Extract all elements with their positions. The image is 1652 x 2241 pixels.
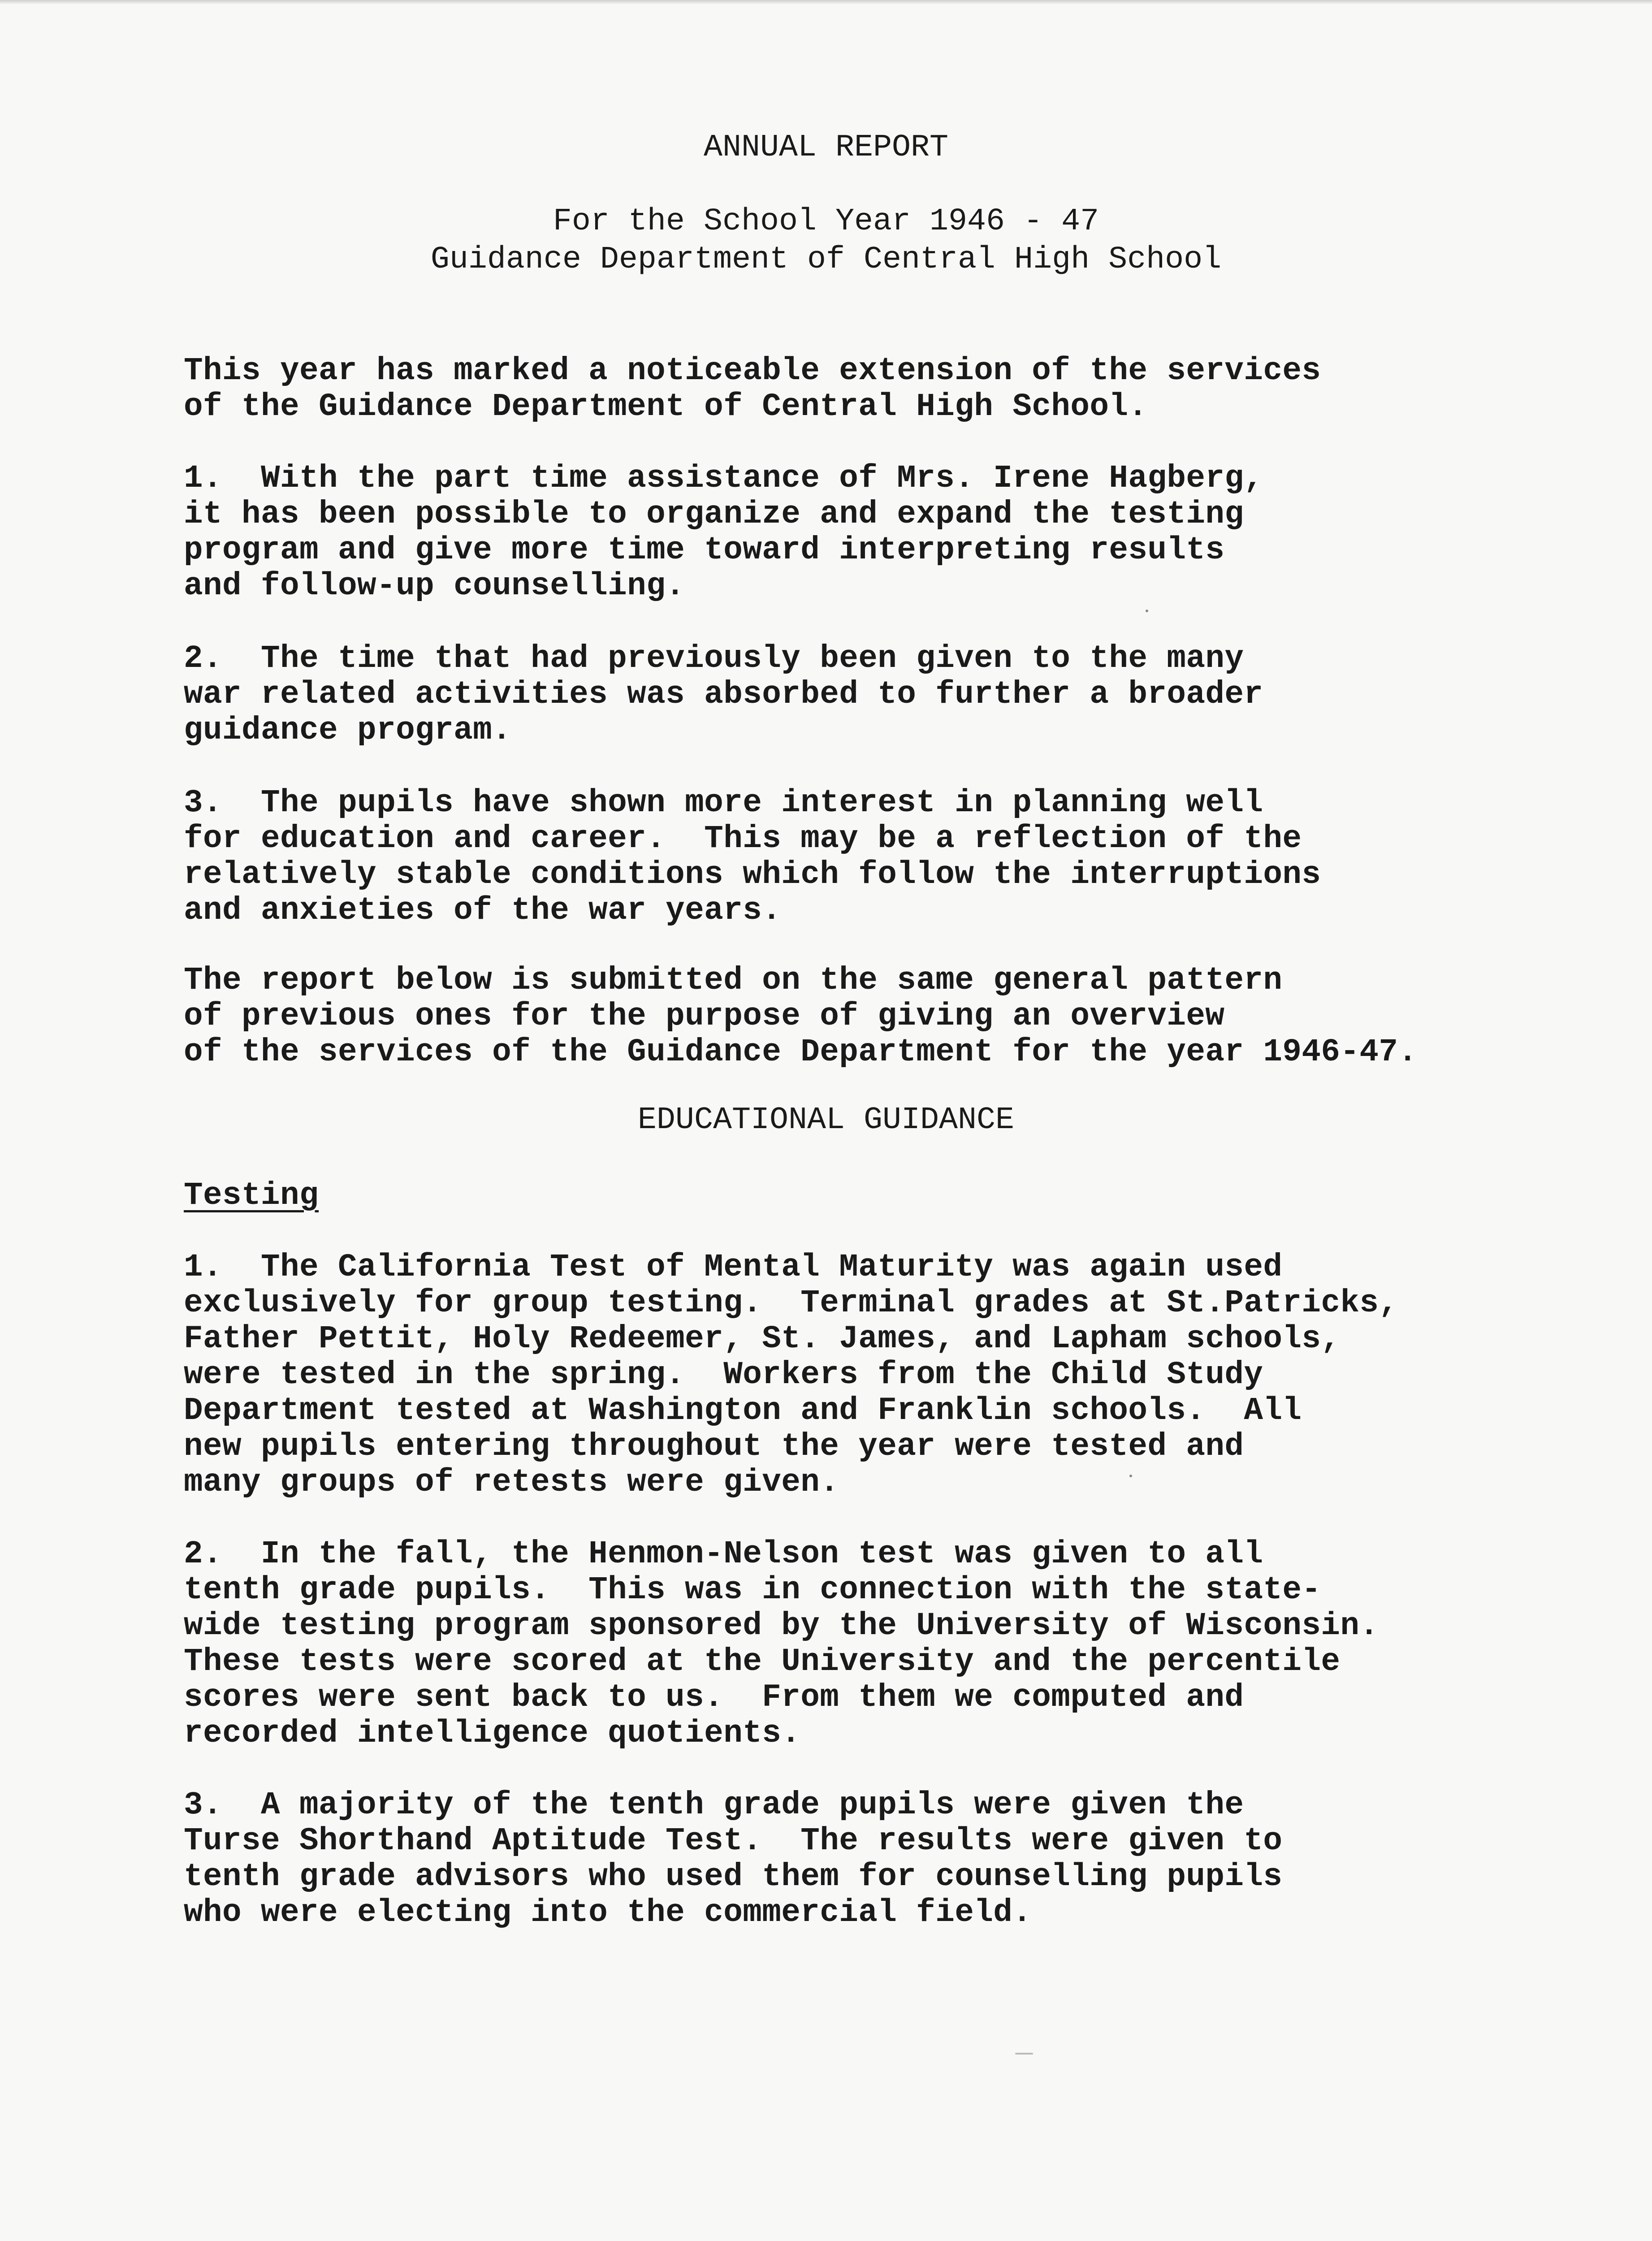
- text-line: Father Pettit, Holy Redeemer, St. James, and Lapham schools,: [184, 1321, 1341, 1357]
- text-line: 2. The time that had previously been given to the many: [184, 641, 1244, 677]
- text-line: of the services of the Guidance Department for the year 1946-47.: [184, 1034, 1418, 1070]
- text-line: were tested in the spring. Workers from the Child Study: [184, 1357, 1263, 1393]
- subsection-title: Testing: [184, 1178, 319, 1214]
- text-line: exclusively for group testing. Terminal grades at St.Patricks,: [184, 1285, 1398, 1321]
- section-title: EDUCATIONAL GUIDANCE: [637, 1103, 1015, 1138]
- text-line: 3. A majority of the tenth grade pupils were given the: [184, 1787, 1244, 1823]
- text-line: many groups of retests were given.: [184, 1465, 839, 1501]
- text-line: Department tested at Washington and Franklin schools. All: [184, 1393, 1302, 1429]
- text-line: The report below is submitted on the same general pattern: [184, 963, 1283, 999]
- text-line: 3. The pupils have shown more interest in planning well: [184, 785, 1263, 821]
- paper-speck: [1146, 610, 1148, 612]
- text-line: and anxieties of the war years.: [184, 893, 782, 929]
- text-line: war related activities was absorbed to further a broader: [184, 677, 1263, 713]
- report-subtitle: For the School Year 1946 - 47: [553, 204, 1099, 239]
- page-top-edge: [0, 0, 1652, 4]
- report-title: ANNUAL REPORT: [703, 130, 949, 165]
- paper-mark: [1015, 2053, 1033, 2055]
- text-line: of the Guidance Department of Central High School.: [184, 389, 1148, 425]
- text-line: and follow-up counselling.: [184, 568, 685, 604]
- text-line: Turse Shorthand Aptitude Test. The results were given to: [184, 1823, 1283, 1859]
- text-line: new pupils entering throughout the year were tested and: [184, 1429, 1244, 1465]
- text-line: These tests were scored at the University and the percentile: [184, 1644, 1341, 1680]
- text-line: for education and career. This may be a reflection of the: [184, 821, 1302, 857]
- report-department: Guidance Department of Central High School: [430, 242, 1222, 277]
- text-line: tenth grade advisors who used them for counselling pupils: [184, 1859, 1283, 1895]
- text-line: 2. In the fall, the Henmon-Nelson test was given to all: [184, 1536, 1263, 1572]
- text-line: guidance program.: [184, 713, 512, 748]
- text-line: scores were sent back to us. From them we computed and: [184, 1680, 1244, 1716]
- text-line: tenth grade pupils. This was in connection with the state-: [184, 1572, 1321, 1608]
- text-line: who were electing into the commercial field.: [184, 1895, 1032, 1931]
- text-line: 1. With the part time assistance of Mrs. Irene Hagberg,: [184, 461, 1263, 497]
- paper-speck: [1129, 1475, 1132, 1477]
- text-line: 1. The California Test of Mental Maturity was again used: [184, 1250, 1283, 1285]
- text-line: program and give more time toward interpreting results: [184, 532, 1225, 568]
- text-line: relatively stable conditions which follow the interruptions: [184, 857, 1321, 893]
- text-line: of previous ones for the purpose of giving an overview: [184, 999, 1225, 1034]
- text-line: recorded intelligence quotients.: [184, 1716, 801, 1752]
- text-line: it has been possible to organize and expand the testing: [184, 497, 1244, 532]
- text-line: This year has marked a noticeable extension of the services: [184, 353, 1321, 389]
- text-line: wide testing program sponsored by the University of Wisconsin.: [184, 1608, 1379, 1644]
